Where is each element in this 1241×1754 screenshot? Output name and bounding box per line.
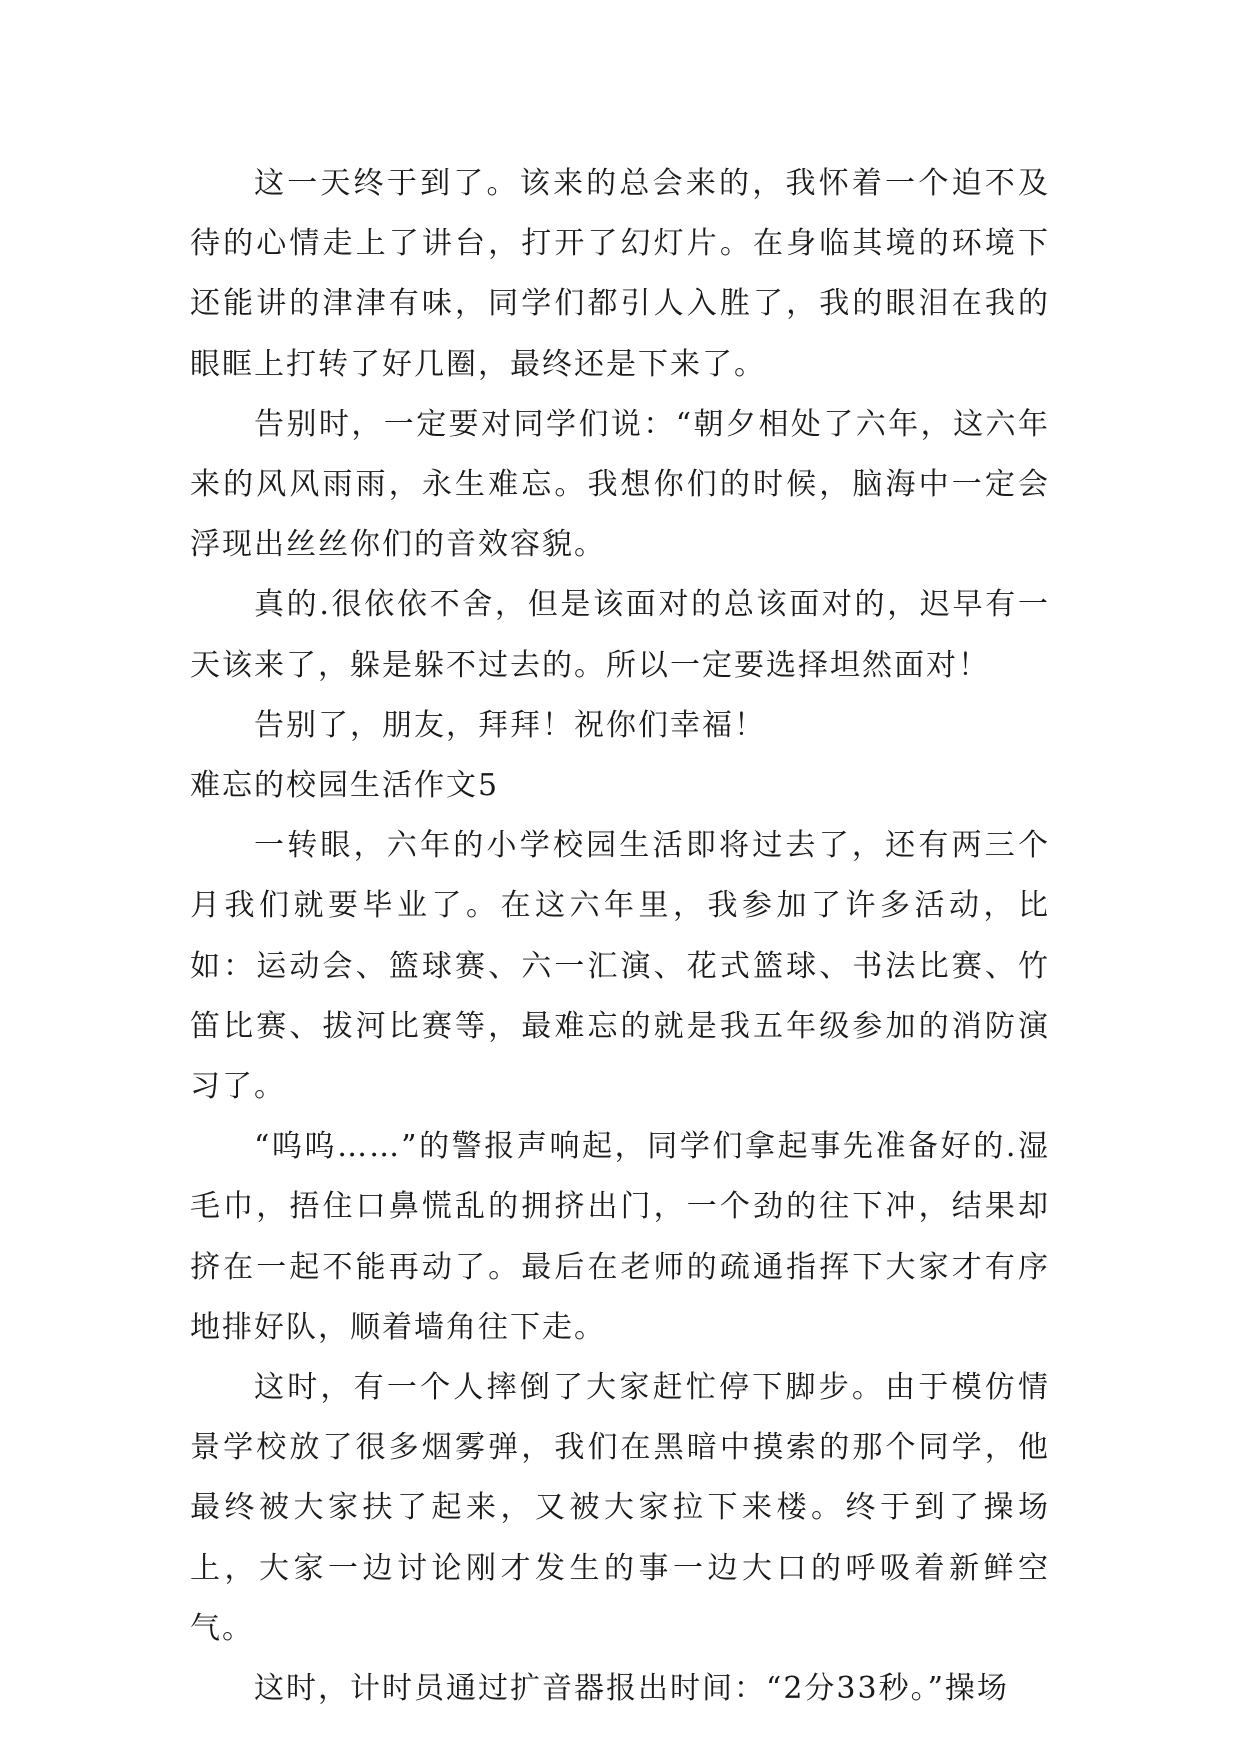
- paragraph: 告别时，一定要对同学们说：“朝夕相处了六年，这六年来的风风雨雨，永生难忘。我想你们的时候，脑海中一定会浮现出丝丝你们的音效容貌。: [190, 406, 1050, 563]
- section-heading: 难忘的校园生活作文5: [190, 768, 500, 804]
- paragraph: “呜呜……”的警报声响起，同学们拿起事先准备好的.湿毛巾，捂住口鼻慌乱的拥挤出门，一个劲的往下冲，结果却挤在一起不能再动了。最后在老师的疏通指挥下大家才有序地排好队，顺着墙角往下走。: [190, 1129, 1050, 1345]
- paragraph: 这时，计时员通过扩音器报出时间：“2分33秒。”操场: [254, 1671, 1009, 1707]
- paragraph: 一转眼，六年的小学校园生活即将过去了，还有两三个月我们就要毕业了。在这六年里，我参加了许多活动，比如：运动会、篮球赛、六一汇演、花式篮球、书法比赛、竹笛比赛、拔河比赛等，最难忘的就是我五年级参加的消防演习了。: [190, 828, 1050, 1105]
- paragraph: 告别了，朋友，拜拜！祝你们幸福！: [254, 707, 766, 743]
- paragraph: 这时，有一个人摔倒了大家赶忙停下脚步。由于模仿情景学校放了很多烟雾弹，我们在黑暗中摸索的那个同学，他最终被大家扶了起来，又被大家拉下来楼。终于到了操场上，大家一边讨论刚才发生的事一边大口的呼吸着新鲜空气。: [190, 1370, 1050, 1646]
- document-body: [190, 154, 1050, 1719]
- paragraph: 真的.很依依不舍，但是该面对的总该面对的，迟早有一天该来了，躲是躲不过去的。所以一定要选择坦然面对！: [190, 587, 1050, 683]
- paragraph: 这一天终于到了。该来的总会来的，我怀着一个迫不及待的心情走上了讲台，打开了幻灯片。在身临其境的环境下还能讲的津津有味，同学们都引人入胜了，我的眼泪在我的眼眶上打转了好几圈，最终还是下来了。: [190, 166, 1050, 382]
